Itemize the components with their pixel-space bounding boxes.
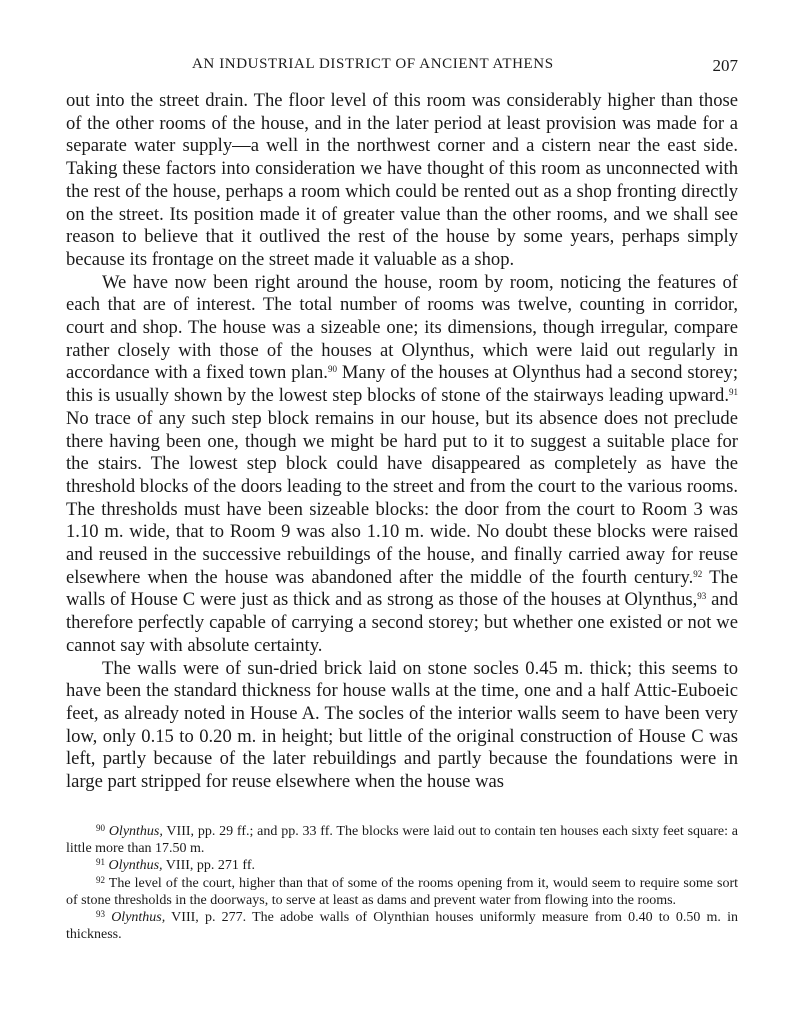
footnote-text: The level of the court, higher than that of some of the rooms opening from it, would seem to require some sort of stone thresholds in the doorways, to serve at least as dams and prevent water from flowing into the rooms. xyxy=(66,875,738,908)
footnote-source: Olynthus, xyxy=(111,910,166,926)
footnote-number: 90 xyxy=(96,823,105,833)
footnote-93 xyxy=(66,909,738,943)
footnote-source: Olynthus, xyxy=(108,824,163,839)
footnote-text: VIII, pp. 271 ff. xyxy=(162,858,255,874)
footnotes xyxy=(66,823,738,943)
paragraph-2-text-4: The walls of House C were just as thick and as strong as those of the houses at Olynthus, xyxy=(66,566,738,611)
paragraph-1: out into the street drain. The floor level of this room was considerably higher than those of the other rooms of the house, and in the later period at least provision was made for a separate water supply—a well in the northwest corner and a cistern near the east side. Taking these factors into consideration we have thought of this room as unconnected with the rest of the house, perhaps a room which could be rented out as a shop fronting directly on the street. Its position made it of greater value than the other rooms, and we shall see reason to believe that it outlived the rest of the house by some years, perhaps simply because its frontage on the street made it valuable as a shop. xyxy=(66,90,738,270)
body-text xyxy=(66,90,738,794)
paragraph-3: The walls were of sun-dried brick laid on stone socles 0.45 m. thick; this seems to have been the standard thickness for house walls at the time, one and a half Attic-Euboeic feet, as already noted in House A. The socles of the interior walls seem to have been very low, only 0.15 to 0.20 m. in height; but little of the original construction of House C was left, partly because of the later rebuildings and partly because the foundations were in large part stripped for reuse elsewhere when the house was xyxy=(66,657,738,793)
footnote-text: VIII, pp. 29 ff.; and pp. 33 ff. The blocks were laid out to contain ten houses each sixty feet square: a little more than 17.50 m. xyxy=(66,824,739,857)
footnote-number: 93 xyxy=(96,909,105,920)
footnote-90 xyxy=(66,823,738,857)
footnote-91 xyxy=(66,857,738,874)
footnote-ref-93: 93 xyxy=(697,591,707,602)
footnote-number: 91 xyxy=(96,857,105,868)
paragraph-2-text-5: and therefore perfectly capable of carrying a second storey; but whether one existed or not we cannot say with absolute certainty. xyxy=(66,589,738,656)
paragraph-2-text-1: We have now been right around the house, room by room, noticing the features of each that are of interest. The total number of rooms was twelve, counting in corridor, court and shop. The house was a sizeable one; its dimensions, though irregular, compare rather closely with those of the houses at Olynthus, which were laid out regularly in accordance with a fixed town plan. xyxy=(66,271,738,384)
running-title: AN INDUSTRIAL DISTRICT OF ANCIENT ATHENS xyxy=(192,56,554,72)
paragraph-2 xyxy=(66,272,738,658)
page-number: 207 xyxy=(712,56,738,75)
footnote-ref-90: 90 xyxy=(327,364,337,375)
footnote-text: VIII, p. 277. The adobe walls of Olynthian houses uniformly measure from 0.40 to 0.50 m. in thickness. xyxy=(66,910,738,943)
footnote-number: 92 xyxy=(96,874,105,885)
footnote-ref-92: 92 xyxy=(693,568,703,579)
paragraph-2-text-3: No trace of any such step block remains in our house, but its absence does not preclude there having been one, though we might be hard put to it to suggest a suitable place for the stairs. The lowest step block could have disappeared as completely as have the threshold blocks of the doors leading to the street and from the court to the various rooms. The thresholds must have been sizeable blocks: the door from the court to Room 3 was 1.10 m. wide, that to Room 9 was also 1.10 m. wide. No doubt these blocks were raised and reused in the successive rebuildings of the house, and finally carried away for reuse elsewhere when the house was abandoned after the middle of the fourth century. xyxy=(66,407,738,588)
paragraph-2-text-2: Many of the houses at Olynthus had a second storey; this is usually shown by the lowest step blocks of stone of the stairways leading upward. xyxy=(66,362,738,407)
footnote-source: Olynthus, xyxy=(108,858,163,874)
page-header xyxy=(66,56,738,78)
footnote-ref-91: 91 xyxy=(729,387,738,398)
footnote-92 xyxy=(66,875,738,909)
